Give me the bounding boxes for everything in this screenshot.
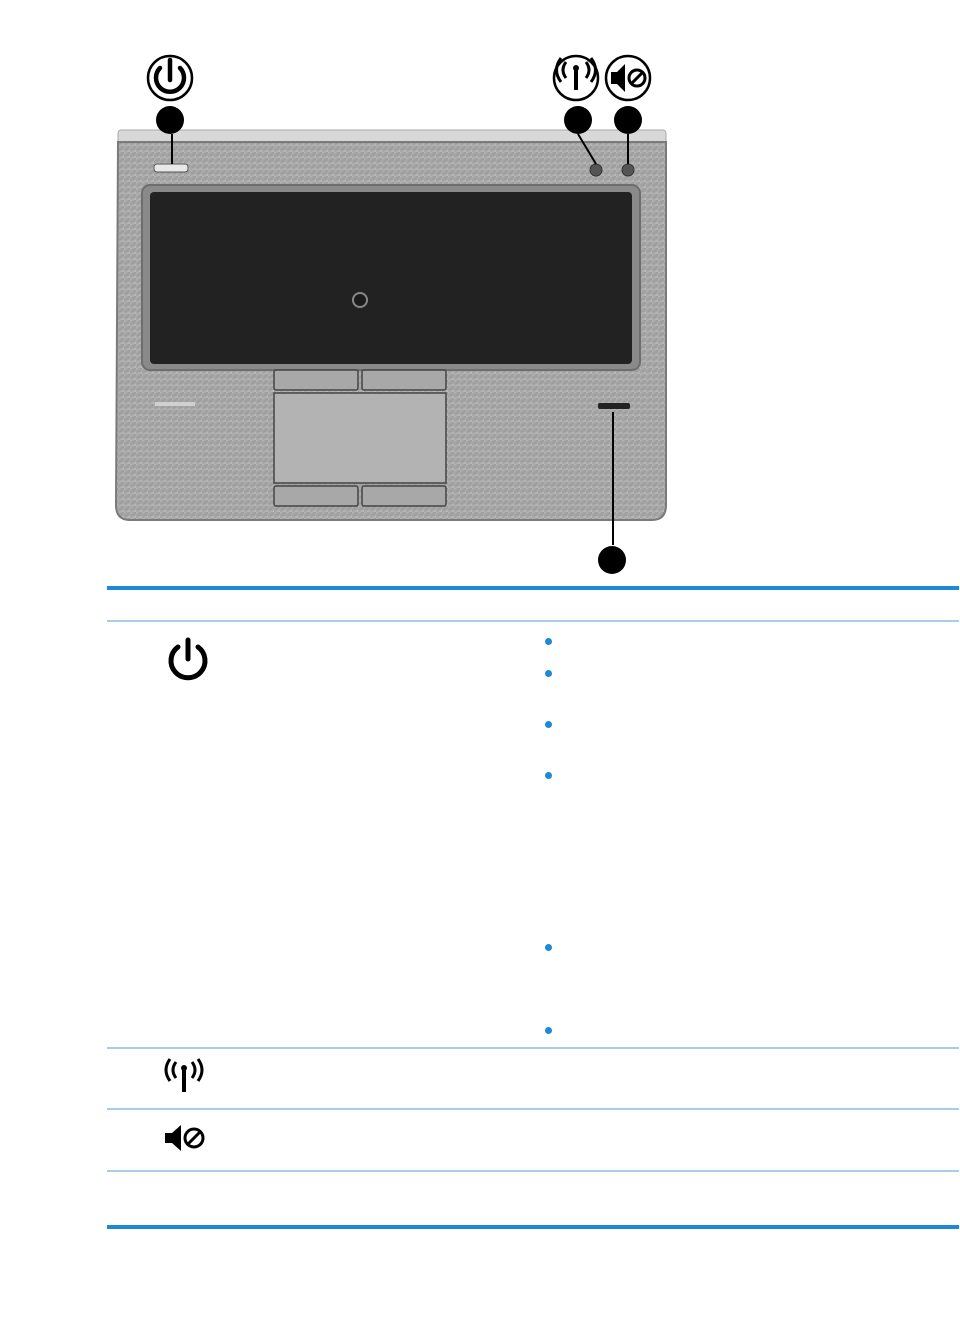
row-rule (107, 1108, 959, 1110)
table-top-rule (107, 586, 959, 590)
row-rule (107, 1170, 959, 1172)
mute-icon (164, 1124, 206, 1152)
wireless-icon (164, 1058, 204, 1094)
callout-1 (148, 56, 192, 134)
table-bottom-rule (107, 1225, 959, 1229)
laptop-figure (100, 50, 720, 580)
callout-4 (598, 546, 626, 574)
row-rule (107, 1047, 959, 1049)
power-icon (166, 637, 210, 681)
header-rule (107, 620, 959, 622)
callout-2 (554, 56, 598, 134)
callout-3 (606, 56, 650, 134)
